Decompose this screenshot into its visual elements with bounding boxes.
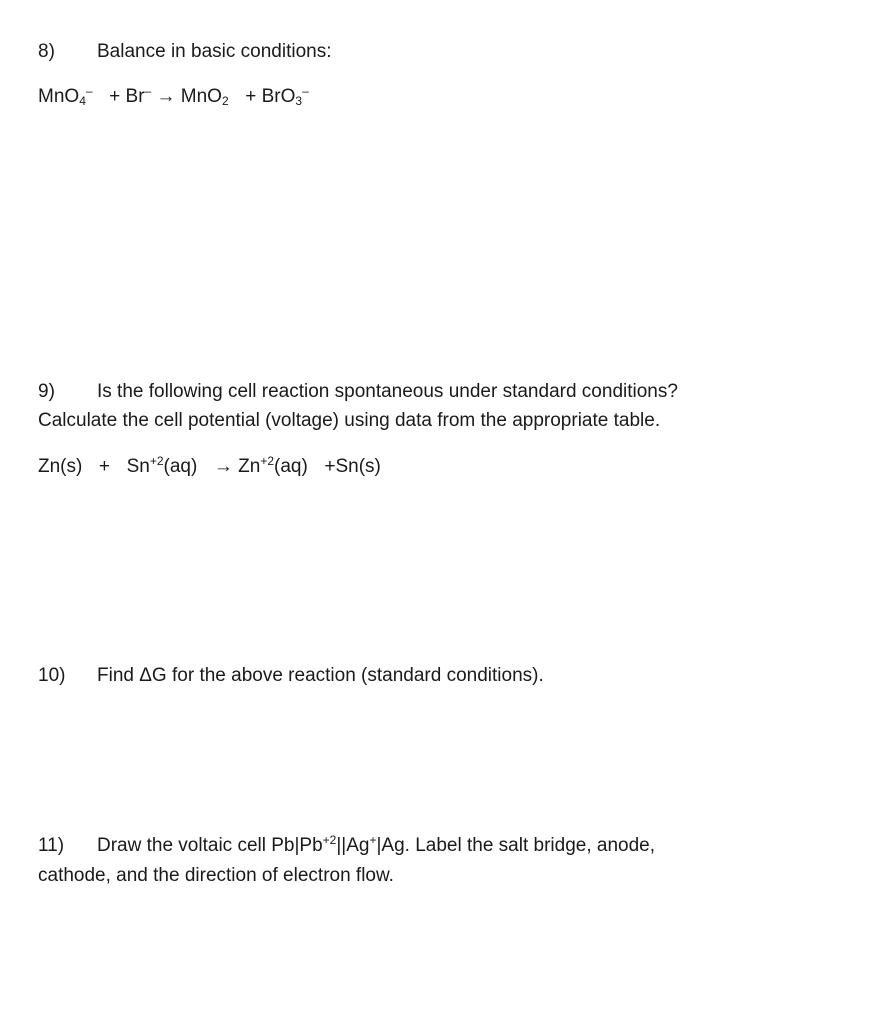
q8-equation — [38, 84, 309, 110]
q9-number: 9) — [38, 381, 55, 402]
q11-pb-charge: +2 — [322, 833, 337, 847]
q8-product-1: MnO$_2$ — [180, 86, 229, 108]
q8-reactant-2: Br– — [125, 84, 152, 107]
q9-product-2: +Sn(s) — [324, 456, 381, 477]
q11-header — [38, 833, 64, 859]
q9-equation — [38, 454, 381, 480]
q9-plus-1: + — [98, 456, 110, 477]
q9-header — [38, 379, 55, 405]
q10-number: 10) — [38, 665, 66, 686]
q8-prompt: Balance in basic conditions: — [97, 41, 332, 62]
q9-arrow-icon: → — [213, 456, 233, 477]
q8-plus-2: + — [245, 86, 257, 107]
q8-product-2: BrO$_3$– — [261, 84, 309, 108]
q8-header — [38, 39, 55, 65]
q11-prompt-line-1: Draw the voltaic cell $Pb|Pb^{+2}||Ag^+|Ag$. Label the salt bridge, anode, — [97, 833, 656, 856]
q9-prompt-line-1: Is the following cell reaction spontaneous under standard conditions? — [97, 381, 678, 402]
q11-prompt-line-2: cathode, and the direction of electron flow. — [38, 865, 394, 886]
q8-plus-1: + — [109, 86, 121, 107]
q11-number: 11) — [38, 835, 65, 856]
q9-product-1: $Zn^{+2}(aq)$ — [238, 454, 308, 477]
q10-header — [38, 663, 65, 689]
q11-ag-charge: + — [369, 833, 377, 847]
q8-reactant-1: MnO$_4$– — [38, 84, 93, 108]
q9-reactant-1: Zn(s) — [38, 456, 83, 477]
q9-prompt-line-2: Calculate the cell potential (voltage) using data from the appropriate table. — [38, 410, 661, 431]
q10-prompt: Find ΔG for the above reaction (standard conditions). — [97, 665, 544, 686]
q9-reactant-2: $Sn^{+2}(aq)$ — [126, 454, 198, 477]
q8-arrow-icon: → — [156, 86, 176, 107]
q8-number: 8) — [38, 41, 55, 62]
